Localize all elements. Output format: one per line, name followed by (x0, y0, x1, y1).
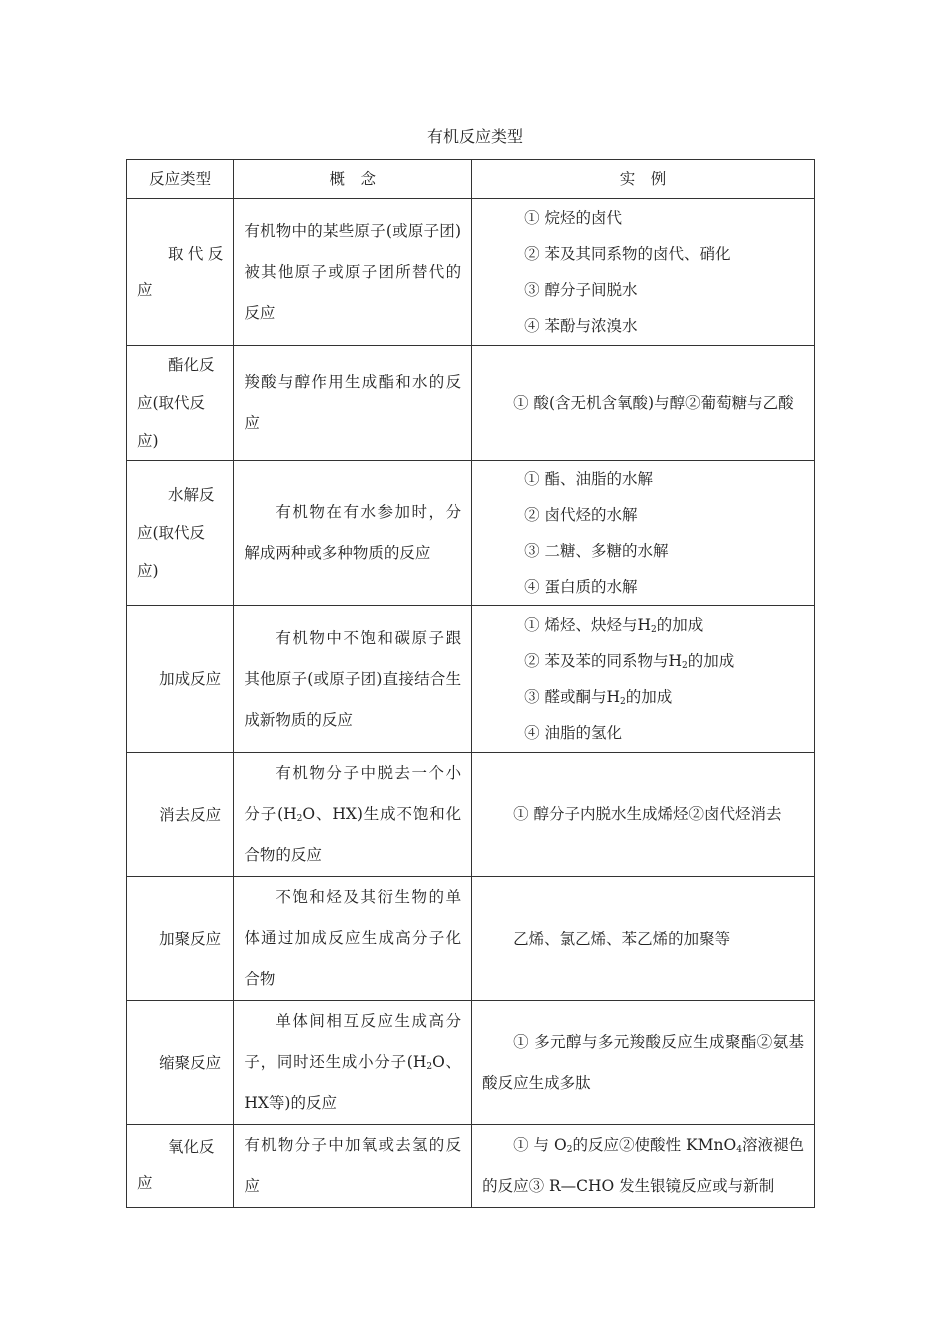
table-row (127, 877, 815, 1001)
table-row (127, 346, 815, 461)
example-item: ① 酯、油脂的水解 (524, 470, 654, 488)
example-item: ② 卤代烃的水解 (524, 506, 638, 524)
header-example: 实 例 (472, 160, 815, 199)
header-reaction-type: 反应类型 (127, 160, 234, 199)
table-row (127, 1125, 815, 1208)
example-item: ④ 苯酚与浓溴水 (524, 317, 638, 335)
concept-cell: 有机物分子中加氧或去氢的反应 (234, 1125, 472, 1208)
example-item: ④ 油脂的氢化 (524, 724, 623, 742)
example-item: ③ 二糖、多糖的水解 (524, 542, 669, 560)
example-cell: ① 醇分子内脱水生成烯烃②卤代烃消去 (472, 753, 815, 877)
header-concept: 概 念 (234, 160, 472, 199)
reaction-type-cell: 缩聚反应 (127, 1001, 234, 1125)
reaction-type-cell: 消去反应 (127, 753, 234, 877)
document-title: 有机反应类型 (426, 127, 523, 146)
example-cell: ① 与 $O_2$的反应②使酸性 KMnO$_4$溶液褪色的反应③ R—CHO 发生银镜反应或与新制 (472, 1125, 815, 1208)
example-item: ② 苯及其同系物的卤代、硝化 (524, 245, 731, 263)
example-cell: ① 酸(含无机含氧酸)与醇②葡萄糖与乙酸 (472, 346, 815, 461)
concept-cell: 单体间相互反应生成高分子，同时还生成小分子($H_2O$、HX等)的反应 (234, 1001, 472, 1125)
example-item: ③ 醛或酮与$H_2$的加成 (524, 688, 673, 707)
example-item: ② 苯及苯的同系物与$H_2$的加成 (524, 652, 735, 671)
concept-cell: 有机物中的某些原子(或原子团)被其他原子或原子团所替代的反应 (234, 199, 472, 346)
example-cell: ① 多元醇与多元羧酸反应生成聚酯②氨基酸反应生成多肽 (472, 1001, 815, 1125)
example-cell (472, 606, 815, 753)
example-item: ③ 醇分子间脱水 (524, 281, 638, 299)
example-cell (472, 199, 815, 346)
example-cell: 乙烯、氯乙烯、苯乙烯的加聚等 (472, 877, 815, 1001)
example-item: ① 烷烃的卤代 (524, 209, 623, 227)
reaction-type-cell: 加聚反应 (127, 877, 234, 1001)
reaction-type-cell: 水解反应(取代反应) (127, 461, 234, 606)
concept-cell: 有机物在有水参加时，分解成两种或多种物质的反应 (234, 461, 472, 606)
concept-cell: 有机物分子中脱去一个小分子($H_2O$、HX)生成不饱和化合物的反应 (234, 753, 472, 877)
reaction-types-table (126, 159, 815, 1208)
concept-cell: 羧酸与醇作用生成酯和水的反应 (234, 346, 472, 461)
table-row (127, 753, 815, 877)
table-row (127, 461, 815, 606)
table-row (127, 199, 815, 346)
example-item: ④ 蛋白质的水解 (524, 578, 638, 596)
example-cell (472, 461, 815, 606)
example-item: ① 烯烃、炔烃与$H_2$的加成 (524, 616, 704, 635)
reaction-type-cell: 氧化反应 (127, 1125, 234, 1208)
table-header-row (127, 160, 815, 199)
concept-cell: 不饱和烃及其衍生物的单体通过加成反应生成高分子化合物 (234, 877, 472, 1001)
table-row (127, 1001, 815, 1125)
reaction-type-cell: 加成反应 (127, 606, 234, 753)
reaction-type-cell: 酯化反应(取代反应) (127, 346, 234, 461)
concept-cell: 有机物中不饱和碳原子跟其他原子(或原子团)直接结合生成新物质的反应 (234, 606, 472, 753)
table-row (127, 606, 815, 753)
reaction-type-cell: 取代反应 (127, 199, 234, 346)
